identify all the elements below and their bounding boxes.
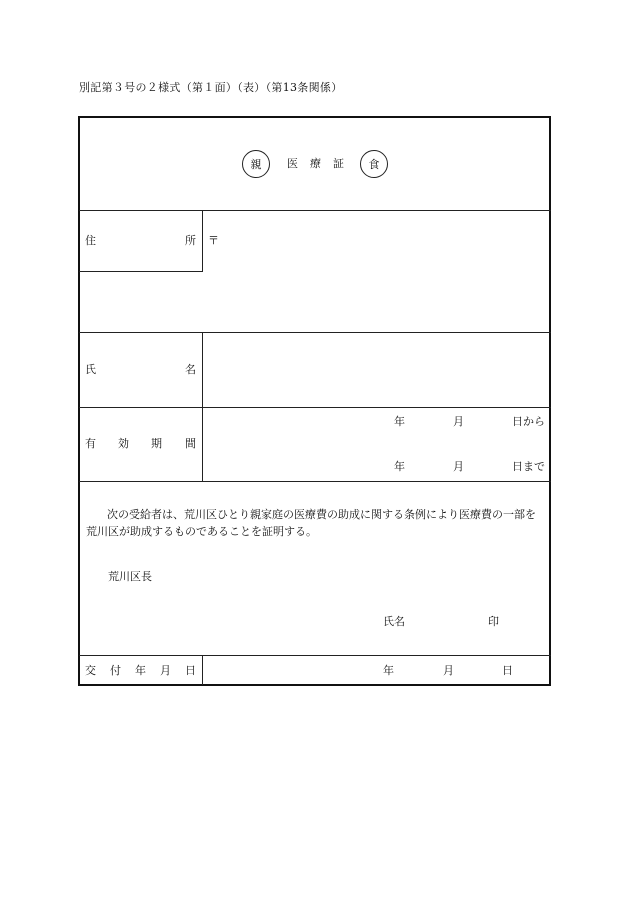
issue-label-3: 年 <box>135 664 146 677</box>
title-char-1: 医 <box>287 157 298 170</box>
validity-from-month: 月 <box>453 415 464 428</box>
rule-before-issue <box>79 655 551 656</box>
validity-from-day: 日から <box>512 415 545 428</box>
rule-after-validity <box>79 481 551 482</box>
name-label-left: 氏 <box>85 363 96 376</box>
address-label-right: 所 <box>185 234 196 247</box>
title-char-3: 証 <box>333 157 344 170</box>
divider-name-validity <box>202 332 203 481</box>
issue-year: 年 <box>383 664 394 677</box>
issue-label-4: 月 <box>160 664 171 677</box>
rule-after-title <box>79 210 551 211</box>
form-caption: 別記第３号の２様式（第１面）（表）（第13条関係） <box>79 81 343 94</box>
issue-label-5: 日 <box>185 664 196 677</box>
address-label-left: 住 <box>85 234 96 247</box>
validity-label-4: 間 <box>185 437 196 450</box>
divider-address <box>202 210 203 272</box>
issue-day: 日 <box>502 664 513 677</box>
validity-label-1: 有 <box>85 437 96 450</box>
issuer-title: 荒川区長 <box>108 570 152 583</box>
certificate-frame <box>78 116 551 686</box>
divider-issue <box>202 655 203 685</box>
title-circle-right: 食 <box>360 150 388 178</box>
issue-label-2: 付 <box>110 664 121 677</box>
validity-to-year: 年 <box>394 460 405 473</box>
certification-text: 次の受給者は、荒川区ひとり親家庭の医療費の助成に関する条例により医療費の一部を荒川区が助成するものであることを証明する。 <box>86 508 536 538</box>
title-char-2: 療 <box>310 157 321 170</box>
title-circle-left: 親 <box>242 150 270 178</box>
rule-address-label <box>79 271 202 272</box>
rule-after-name <box>79 407 551 408</box>
validity-to-month: 月 <box>453 460 464 473</box>
validity-label-2: 効 <box>118 437 129 450</box>
name-label-right: 名 <box>185 363 196 376</box>
rule-after-address <box>79 332 551 333</box>
seal-mark: 印 <box>488 615 499 628</box>
validity-label-3: 期 <box>151 437 162 450</box>
issuer-name-label: 氏名 <box>383 615 405 628</box>
validity-to-day: 日まで <box>512 460 545 473</box>
postal-mark: 〒 <box>208 234 219 247</box>
validity-from-year: 年 <box>394 415 405 428</box>
issue-label-1: 交 <box>85 664 96 677</box>
issue-month: 月 <box>443 664 454 677</box>
